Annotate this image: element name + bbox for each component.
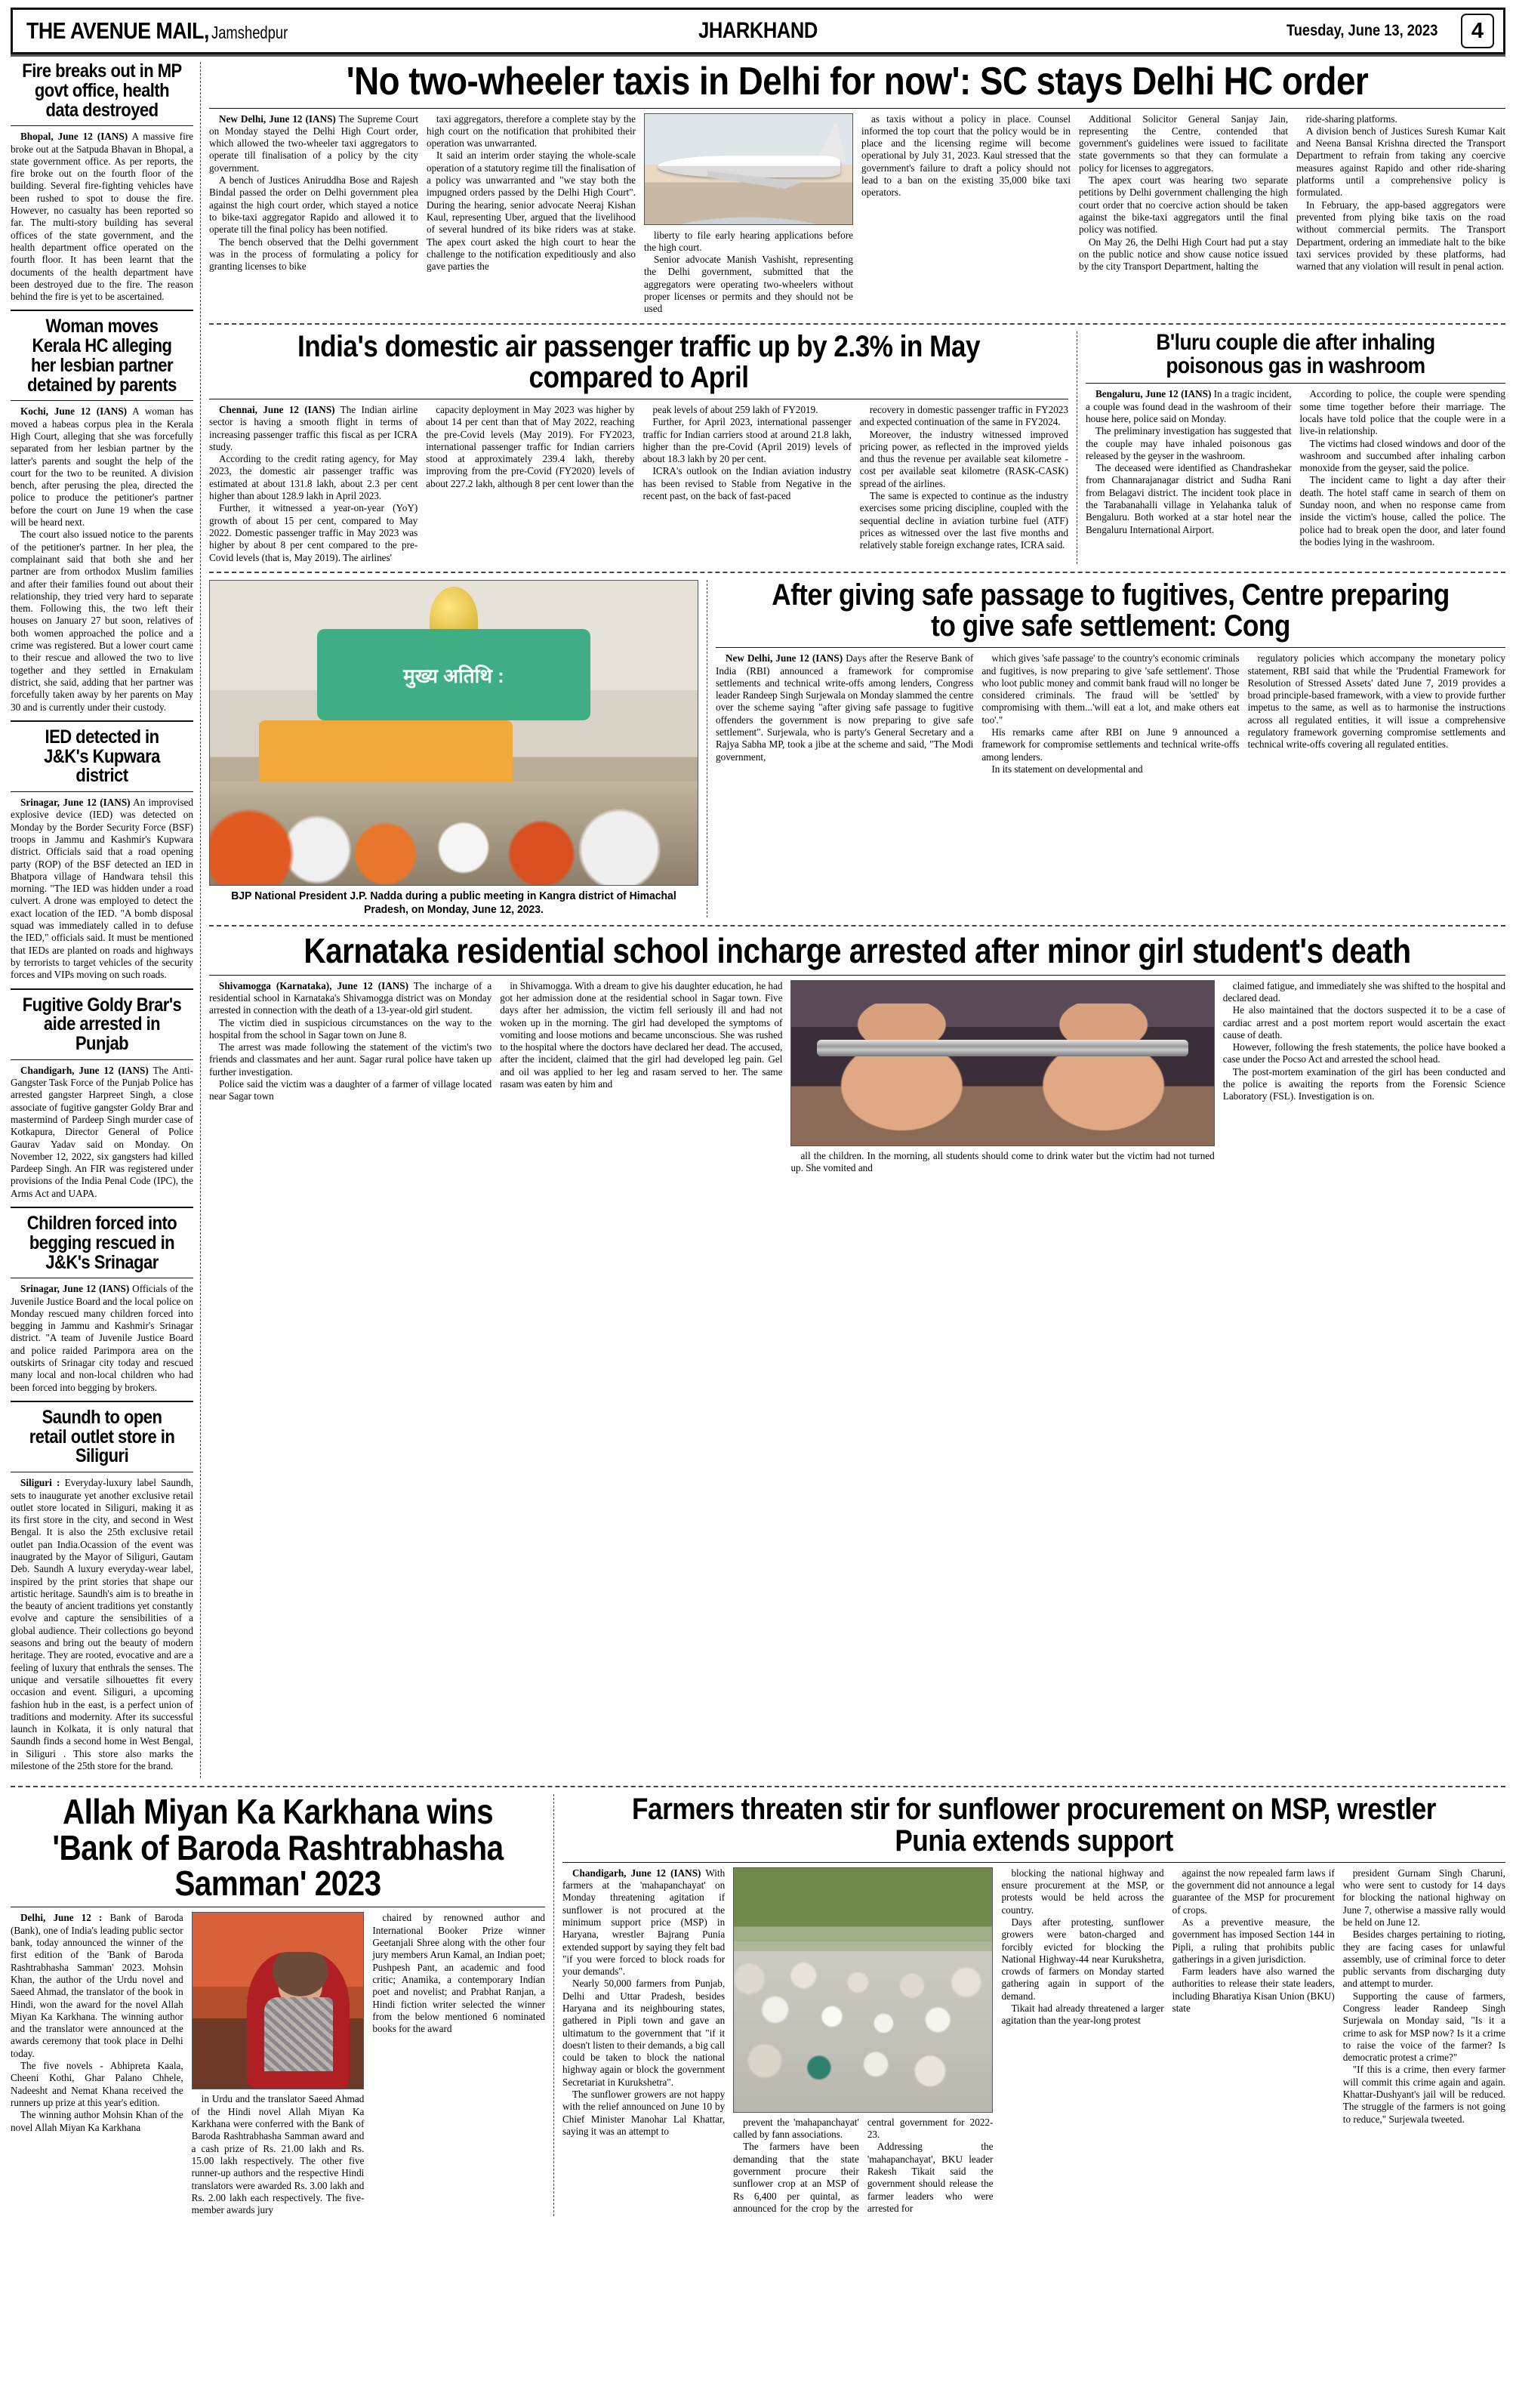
- paragraph: blocking the national highway and ensure procurement at the MSP, or protests would be held across the country.: [1001, 1867, 1164, 1916]
- paragraph: The five novels - Abhipreta Kaala, Cheeni Kothi, Ghar Palano Chhele, Nadeesht and Nemat Khana received the runners up prize at this year's edition.: [11, 2060, 183, 2108]
- paragraph: Additional Solicitor General Sanjay Jain, representing the Centre, contended that government's guidelines were issued to facilitate state governments so that they can formulate a policy for licenses to aggregators.: [1079, 113, 1288, 174]
- dateline: Chandigarh, June 12 (IANS): [572, 1867, 701, 1879]
- photo-supreme-court: [644, 113, 853, 225]
- paragraph: "If this is a crime, then every farmer will commit this crime again and again. Khattar-Dushyant's jail will be reduced. The struggle of the farmers is not going to reduce," Surjewala tweeted.: [1342, 2064, 1505, 2125]
- column-3: [1248, 652, 1505, 775]
- paragraph: recovery in domestic passenger traffic in FY2023 and expected continuation of the same in FY2024.: [859, 404, 1068, 428]
- body-saundh: [11, 1477, 193, 1772]
- dateline: Delhi, June 12 :: [20, 1912, 103, 1924]
- article-air-traffic: [209, 331, 1077, 564]
- body-begging-srinagar: [11, 1283, 193, 1394]
- paragraph: The incharge of a residential school in Karnataka's Shivamogga district was on Monday arrested in connection with the death of a 13-year-old girl student.: [209, 979, 492, 1016]
- allah-miyan-columns: [11, 1912, 545, 2216]
- paragraph: The arrest was made following the statement of the victim's two friends and classmates and her aunt. Sagar rural police have taken up further investigation.: [209, 1041, 492, 1078]
- column-2-text: [192, 2093, 365, 2216]
- paragraph: ride-sharing platforms.: [1306, 113, 1397, 125]
- paragraph: president Gurnam Singh Charuni, who were sent to custody for 14 days for blocking the national highway on June 7, otherwise a massive rally would be held on June 12.: [1342, 1867, 1505, 1928]
- paragraph: Further, it witnessed a year-on-year (YoY) growth of about 15 per cent, compared to May 2022. Domestic passenger traffic in May 2023 was higher by about 8 per cent compared to the pre-Covid levels (that is, May 2019). The airlines': [209, 502, 418, 563]
- crowd-detail: [210, 782, 698, 885]
- paragraph: A woman has moved a habeas corpus plea in the Kerala High Court, alleging that she was forcefully separated from her lesbian partner by the latter's parents and sought the help of the court for the two to be reunited. A division bench, after perusing the plea, directed the police to produce the petitioner's partner before the court on June 19 when the case will be heard next.: [11, 405, 193, 529]
- column-1: [716, 652, 973, 775]
- photo-award-ceremony: [192, 1912, 365, 2089]
- page-number: 4: [1461, 14, 1494, 48]
- two-wheeler-columns: [209, 113, 1505, 316]
- column-2: [733, 1867, 993, 2215]
- paragraph: Bank of Baroda (Bank), one of India's leading public sector bank, today announced the winner of the first edition of the 'Bank of Baroda Rashtrabhasha Samman' 2023. Mohsin Khan, the author of the Urdu novel and Saeed Ahmad, the translator of the book in Hindi, won the award for the novel Allah Miyan Ka Karkhana. The winning author and the translator were announced at the awards ceremony that took place in Delhi today.: [11, 1912, 183, 2059]
- paragraph: The winning author Mohsin Khan of the novel Allah Miyan Ka Karkhana: [11, 2109, 183, 2133]
- paragraph: The preliminary investigation has suggested that the couple may have inhaled poisonous gas released by the geyser in the washroom.: [1086, 425, 1292, 461]
- paragraph: In its statement on developmental and: [991, 763, 1143, 775]
- paragraph: The incident came to light a day after their death. The hotel staff came in search of them on Sunday noon, and when no response came from inside the victim's house, called the police. The police had to break open the door, and later found the bodies lying in the washroom.: [1299, 474, 1505, 547]
- body-ied-jk: [11, 797, 193, 981]
- paragraph: in Shivamogga. With a dream to give his daughter education, he had got her admission done at the residential school in Sagar town. Five days after her admission, the victim fell seriously ill and had not woken up in the morning. The girl had developed the symptoms of vomiting and loose motions and became unconscious. She was rushed to the hospital where the doctors have declared her dead. The accused, after the incident, claimed that the girl had developed leg pain. Gel and oil was applied to her leg and rasam served to her. The same rasam was eaten by him and: [500, 979, 783, 1090]
- article-fire-mp: [11, 62, 193, 303]
- divider: [209, 925, 1505, 927]
- divider: [11, 1786, 1505, 1787]
- paragraph: Supporting the cause of farmers, Congress leader Randeep Singh Surjewala on Monday said, "Is it a crime to ask for MSP now? Is it a crime to raise the voice of the farmer? Is democratic protest a crime?": [1342, 1990, 1505, 2064]
- article-goldy-brar: [11, 996, 193, 1201]
- article-farmers-msp: [562, 1794, 1505, 2216]
- newspaper-city: Jamshedpur: [211, 23, 288, 42]
- photo-detail: [809, 1004, 1197, 1135]
- divider: [209, 323, 1505, 325]
- masthead-meta: [1275, 14, 1497, 48]
- column-4: [861, 113, 1071, 316]
- column-3: [372, 1912, 545, 2216]
- photo-farmers-protest: [733, 1867, 993, 2113]
- paragraph: capacity deployment in May 2023 was higher by about 14 per cent than that of May 2022, reaching the pre-Covid levels (May 2019). For FY2023, international passenger traffic for Indian carriers stood at approximately 239.4 lakh, thereby improving from the pre-Covid (FY2020) levels of about 227.2 lakh, although 8 per cent lower than the: [426, 404, 635, 489]
- headline-fire-mp: Fire breaks out in MP govt office, health data destroyed: [22, 60, 182, 121]
- paragraph: On May 26, the Delhi High Court had put a stay on the public notice and show cause notice issued by the city Transport Department, halting the: [1079, 236, 1288, 273]
- column-4: [860, 404, 1068, 564]
- dateline: Bhopal, June 12 (IANS): [20, 131, 128, 143]
- paragraph: all the children. In the morning, all students should come to drink water but the victim had not turned up. She vomited and: [790, 1149, 1215, 1173]
- dateline: Siliguri :: [20, 1477, 60, 1489]
- article-two-wheeler: [209, 62, 1505, 316]
- row-air-bluru: [209, 331, 1505, 564]
- column-3: [790, 980, 1214, 1175]
- paragraph: Besides charges pertaining to rioting, they are facing cases for unlawful assembly, use of criminal force to deter public servants from discharging duty and attempt to murder.: [1342, 1929, 1505, 1990]
- divider: [11, 310, 193, 311]
- article-saundh: [11, 1408, 193, 1772]
- column-1: [209, 980, 491, 1175]
- column-4: [1172, 1867, 1335, 2215]
- dateline: Bengaluru, June 12 (IANS): [1095, 388, 1212, 400]
- paragraph: Addressing the 'mahapanchayat', BKU leader Rakesh Tikait said the government should release the farmer leaders who were arrested for: [867, 2141, 994, 2214]
- paragraph: According to the credit rating agency, for May 2023, the domestic air passenger traffic was estimated at about 131.8 lakh, about 2.3 per cent higher than about 128.9 lakh in April 2023.: [209, 453, 418, 502]
- karnataka-columns: [209, 980, 1505, 1175]
- paragraph: Further, for April 2023, international passenger traffic for Indian carriers stood at around 21.8 lakh, higher than the pre-Covid (April 2019) levels of about 18.3 lakh by 20 per cent.: [642, 416, 852, 465]
- banner-text: मुख्य अतिथि :: [317, 629, 590, 720]
- column-1: [562, 1867, 725, 2215]
- paragraph: The sunflower growers are not happy with the relief announced on June 10 by Chief Minister Manohar Lal Khattar, saying it was an attempt to: [562, 2089, 726, 2137]
- dateline: Chandigarh, June 12 (IANS): [20, 1064, 149, 1076]
- column-2: [427, 113, 636, 316]
- paragraph: Days after the Reserve Bank of India (RBI) announced a framework for compromise settlements and technical write-offs among lenders, Congress leader Randeep Singh Surjewala on Monday slammed the centre over the scheme saying "after giving safe passage to fugitive offenders the government is now preparing to give safe settlement". Surjewala, who is party's General Secretary and a Rajya Sabha MP, took a jibe at the scheme and said, "The Modi government,: [716, 652, 974, 763]
- paragraph: as taxis without a policy in place. Counsel informed the top court that the policy would be in place and the licensing regime will become operational by July 31, 2023. Kaul stressed that the government's failure to draft a policy should not lead to a ban on the existing 35,000 bike taxi operators.: [861, 113, 1071, 199]
- headline-goldy-brar: Fugitive Goldy Brar's aide arrested in Punjab: [22, 994, 182, 1055]
- paragraph: The deceased were identified as Chandrashekar from Channarajanagar district and Sudha Rani from Belagavi district. The incident took place in the Tarabanahalli village in Yelahanka taluk of Bengaluru. Both worked at a star hotel near the Bengaluru International Airport.: [1086, 462, 1292, 535]
- paragraph: However, following the fresh statements, the police have booked a case under the Pocso Act and arrested the school head.: [1222, 1041, 1505, 1065]
- divider: [11, 125, 193, 126]
- paragraph: ICRA's outlook on the Indian aviation industry has been revised to Stable from Negative in the recent past, on the back of fast-paced: [642, 465, 852, 502]
- air-traffic-columns: [209, 404, 1068, 564]
- column-1: [209, 113, 418, 316]
- paragraph: A division bench of Justices Suresh Kumar Kait and Neena Bansal Krishna directed the Transport Department to refrain from taking any coercive measures against Rapido and other ride-sharing platforms until a comprehensive policy is formulated.: [1296, 125, 1505, 199]
- article-bluru-gas: [1086, 331, 1505, 564]
- column-6: [1296, 113, 1505, 316]
- article-begging-srinagar: [11, 1214, 193, 1394]
- photo-detail: [264, 1997, 333, 2071]
- paragraph: Nearly 50,000 farmers from Punjab, Delhi and Uttar Pradesh, besides Haryana and its neighbouring states, gathered in Pipli town and gave an ultimatum to the government that "if it doesn't listen to their demands, a big call could be taken to block the national highway again or block the government Secretariat in Kurukshetra".: [562, 1978, 726, 2088]
- column-5: [1343, 1867, 1505, 2215]
- dateline: Srinagar, June 12 (IANS): [20, 797, 131, 809]
- divider: [209, 572, 1505, 573]
- safe-passage-columns: [716, 652, 1505, 775]
- column-3: [644, 113, 853, 316]
- article-kerala-hc: [11, 317, 193, 713]
- dateline: Kochi, June 12 (IANS): [20, 405, 128, 418]
- column-2: [981, 652, 1239, 775]
- paragraph: The victim died in suspicious circumstances on the way to the hospital from the school in Sagar town on June 8.: [209, 1016, 492, 1041]
- article-karnataka-school: [209, 933, 1505, 1174]
- photo-nadda-meeting: [209, 580, 698, 886]
- photo-detail: [817, 1040, 1188, 1056]
- column-2: [426, 404, 634, 564]
- paragraph: liberty to file early hearing applications before the high court.: [644, 229, 853, 253]
- column-3: [1001, 1867, 1163, 2215]
- paragraph: Days after protesting, sunflower growers were baton-charged and forcibly evicted for blocking the National Highway-44 near Kurukshetra, crowds of farmers on Monday started gathering again in support of the demand.: [1001, 1916, 1164, 2002]
- body-goldy-brar: [11, 1065, 193, 1200]
- body-fire-mp: [11, 131, 193, 303]
- column-3-text: [644, 230, 853, 316]
- headline-begging-srinagar: Children forced into begging rescued in J&K's Srinagar: [26, 1213, 177, 1273]
- paragraph: The bench observed that the Delhi government was in the process of formulating a policy for granting licenses to bike: [209, 236, 418, 273]
- divider: [11, 988, 193, 990]
- paragraph: against the now repealed farm laws if the government did not announce a legal guarantee of the MSP for procurement of crops.: [1172, 1867, 1335, 1916]
- column-2: [192, 1912, 365, 2216]
- paragraph: Everyday-luxury label Saundh, sets to inaugurate yet another exclusive retail outlet store located in Siliguri, making it as its first store in the city, and second in West Bengal. It is also the 25th exclusive retail outlet pan India.Ocassion of the event was inaugrated by the Mayor of Siliguri, Gautam Deb. Saundh A luxury everyday-wear label, inspired by the print stories that shape our artistic heritage. Saundh's aim is to breathe in the beauty of ancient traditions yet constantly evolve and capture the sensibilities of a global audience. Their collections go beyond seasons and bring out the beauty of modern heritage. They are rooted, evocative and are a feeling of luxury that enthrals the senses. The unique and versatile silhouettes fit every occasion and event. Siliguri, a upcoming fashion hub in the east, is a perfect union of traditions and modernity. After its successful launch in Kolkata, it is only natural that Saundh finds a second home in West Bengal, in Siliguri . This store also marks the milestone of the 25th store for the brand.: [11, 1477, 194, 1772]
- paragraph: A bench of Justices Aniruddha Bose and Rajesh Bindal passed the order on Delhi government plea against the high court order, which stayed a notice to bike-taxi aggregator Rapido and allowed it to operate till the final policy has been notified.: [209, 174, 418, 236]
- paragraph: With farmers at the 'mahapanchayat' on Monday threatening agitation if sunflower is not procured at the minimum support price (MSP) in Haryana, wrestler Bajrang Punia extended support by saying they felt bad "if you were forced to block roads for your demands".: [562, 1867, 726, 1978]
- paragraph: chaired by renowned author and International Booker Prize winner Geetanjali Shree along with the other four jury members Arun Kamal, an Indian poet; Pushpesh Pant, an academic and food critic; Anamika, a contemporary Indian poet and novelist; and Prabhat Ranjan, a Hindi fiction writer selected the winner from the below mentioned 6 nominated books for the award: [372, 1912, 546, 2035]
- divider: [209, 108, 1505, 109]
- paragraph: in Urdu and the translator Saeed Ahmad of the Hindi novel Allah Miyan Ka Karkhana were conferred with the Bank of Baroda Rashtrabhasha Samman award and a cash prize of Rs. 21.00 lakh and Rs. 15.00 lakh respectively. The other five runner-up authors and the respective Hindi translators were awarded Rs. 3.00 lakh and Rs. 2.00 lakh each respectively. The five-member awards jury: [191, 2093, 365, 2216]
- paragraph: The victims had closed windows and door of the washroom and succumbed after inhaling carbon monoxide from the geyser, said the police.: [1299, 437, 1505, 474]
- paragraph: taxi aggregators, therefore a complete stay by the high court on the notification that prohibited their operation was unwarranted.: [427, 113, 636, 150]
- divider: [716, 647, 1505, 648]
- photo-block-nadda: [209, 580, 707, 917]
- paragraph: regulatory policies which accompany the monetary policy statement, RBI said that while the 'Prudential Framework for Resolution of Stressed Assets' dated June 7, 2019 provides a broad principle-based framework, with a view to provide further impetus to the same, as well as to harmonise the instructions across all regulated entities, it will issue a comprehensive regulatory framework governing compromise settlements and technical write-offs covering all regulated entities.: [1247, 652, 1505, 751]
- column-2: [500, 980, 782, 1175]
- paragraph: The same is expected to continue as the industry exercises some pricing discipline, coupled with the sequential decline in aviation turbine fuel (ATF) prices as witnessed over the last five months and relatively stable foreign exchange rates, ICRA said.: [859, 490, 1068, 551]
- paragraph: He also maintained that the doctors suspected it to be a case of cardiac arrest and a post mortem report would ascertain the exact cause of death.: [1222, 1004, 1505, 1041]
- paragraph: Police said the victim was a daughter of a farmer of village located near Sagar town: [209, 1078, 492, 1102]
- dateline: New Delhi, June 12 (IANS): [726, 652, 843, 664]
- divider: [11, 791, 193, 792]
- column-1: [209, 404, 418, 564]
- column-2-text: [733, 2117, 993, 2215]
- paragraph: claimed fatigue, and immediately she was shifted to the hospital and declared dead.: [1222, 979, 1505, 1004]
- masthead-brand: [19, 17, 307, 45]
- newspaper-page: [11, 8, 1505, 2394]
- dateline: New Delhi, June 12 (IANS): [219, 113, 336, 125]
- divider: [11, 1207, 193, 1208]
- headline-farmers-msp: Farmers threaten stir for sunflower procurement on MSP, wrestler Punia extends support: [632, 1793, 1436, 1858]
- headline-kerala-hc: Woman moves Kerala HC alleging her lesbian partner detained by parents: [27, 316, 177, 396]
- article-safe-passage: [716, 580, 1505, 917]
- paragraph: According to police, the couple were spending some time together before their marriage. The locals have told police that the couple were in a live-in relationship.: [1299, 388, 1505, 437]
- newspaper-title: THE AVENUE MAIL,: [26, 17, 209, 44]
- divider: [209, 975, 1505, 976]
- row-nadda-congress: [209, 580, 1505, 917]
- dateline: Shivamogga (Karnataka), June 12 (IANS): [219, 979, 409, 991]
- paragraph: prevent the 'mahapanchayat' called by fann associations.: [733, 2116, 859, 2141]
- article-allah-miyan: [11, 1794, 554, 2216]
- paragraph: The apex court was hearing two separate petitions by Delhi government challenging the high court order that no coercive action should be taken against the bike-taxi aggregators until the final policy was notified.: [1079, 174, 1288, 236]
- paragraph: As a preventive measure, the government has imposed Section 144 in Pipli, a ruling that prohibits public gatherings in a given jurisdiction.: [1172, 1916, 1335, 1965]
- photo-caption-nadda: BJP National President J.P. Nadda during a public meeting in Kangra district of Himachal Pradesh, on Monday, June 12, 2023.: [231, 889, 676, 916]
- paragraph: The Indian airline sector is having a smooth flight in terms of increasing passenger traffic this fiscal as per ICRA study.: [209, 404, 418, 452]
- paragraph: The court also issued notice to the parents of the petitioner's partner. In her plea, the complainant said that both she and her partner are from orthodox Muslim families and after their families found out about their relationship, they tried very hard to separate them. Following this, the two left their houses on January 27 but soon, relatives of both women approached the police and a crime was registered. But a lower court came to their rescue and allowed the two to live together and they settled in Ernakulam district, she said, adding that her partner was forcefully taken away by her parents on May 30 and is currently under their custody.: [11, 529, 193, 713]
- column-3: [643, 404, 852, 564]
- paragraph: Tikait had already threatened a larger agitation than the year-long protest: [1001, 2002, 1164, 2027]
- paragraph: The Anti-Gangster Task Force of the Punjab Police has arrested gangster Harpreet Singh, a close associate of fugitive gangster Goldy Brar and mastermind of Pardeep Singh murder case of Kotkapura, Director General of Police Gaurav Yadav said on Monday. On November 12, 2022, six gangsters had killed Pardeep Singh. An FIR was registered under provisions of the India Penal Code (IPC), the Arms Act and UAPA.: [11, 1064, 193, 1199]
- divider: [11, 400, 193, 401]
- headline-two-wheeler: 'No two-wheeler taxis in Delhi for now': SC stays Delhi HC order: [346, 60, 1369, 103]
- headline-saundh: Saundh to open retail outlet store in Siliguri: [29, 1406, 175, 1467]
- headline-ied-jk: IED detected in J&K's Kupwara district: [44, 726, 160, 787]
- paragraph: A massive fire broke out at the Satpuda Bhavan in Bhopal, a state government office. As per reports, the fire broke out on the fourth floor of the building. Several fire-fighting vehicles have been rushed to spot to douse the fire. However, no casualty has been reported so far. The multi-story building has several offices of the state government, and the health department office operated on the fourth floor. It has been learnt that the documents of the health department have been destroyed due to the fire. The reason behind the fire is yet to be ascertained.: [11, 131, 193, 303]
- main-area: [201, 62, 1505, 1778]
- left-rail: [11, 62, 201, 1778]
- paragraph: peak levels of about 259 lakh of FY2019.: [652, 404, 818, 415]
- dateline: Chennai, June 12 (IANS): [219, 404, 335, 415]
- paragraph: Farm leaders have also warned the authorities to release their state leaders, including Bharatiya Kisan Union (BKU) state: [1172, 1966, 1335, 2014]
- column-5: [1079, 113, 1288, 316]
- divider: [11, 720, 193, 722]
- headline-bluru-gas: B'luru couple die after inhaling poisonous gas in washroom: [1156, 329, 1435, 378]
- paragraph: The post-mortem examination of the girl has been conducted and the police is awaiting the reports from the Forensic Science Laboratory (FSL). Investigation is on.: [1222, 1065, 1505, 1102]
- paragraph: His remarks came after RBI on June 9 announced a framework for compromise settlements and technical write-offs among lenders.: [981, 726, 1240, 763]
- paragraph: The Supreme Court on Monday stayed the Delhi High Court order, which allowed the two-wheeler taxi aggregators to operate till finalisation of a policy by the city government.: [209, 113, 419, 174]
- divider: [11, 1401, 193, 1402]
- paragraph: In February, the app-based aggregators were prevented from plying bike taxis on the road without commercial permits. The Transport Department, ordering an immediate halt to the bike taxi services provided by these platforms, had warned that any violation will result in penal action.: [1296, 199, 1505, 273]
- paragraph: An improvised explosive device (IED) was detected on Monday by the Border Security Force (BSF) troops in Jammu and Kashmir's Kupwara district. Officials said that a road opening party (ROP) of the BSF detected an IED in Bhatpora village of Handwara tehsil this morning. "The IED was hidden under a road culvert. A drone was employed to detect the exact location of the IED. "A bomb disposal squad was immediately called in to defuse the IED," officials said. It must be mentioned that IEDs are planted on roads and highways by terrorists to target vehicles of the security forces and VIPs moving on such roads.: [11, 797, 193, 981]
- column-3-text: [790, 1150, 1214, 1175]
- headline-safe-passage: After giving safe passage to fugitives, Centre preparing to give safe settlement: Cong: [772, 578, 1450, 643]
- body-bluru-gas: [1086, 388, 1505, 548]
- column-1: [11, 1912, 183, 2216]
- headline-karnataka-school: Karnataka residential school incharge arrested after minor girl student's death: [304, 931, 1411, 971]
- divider: [11, 1059, 193, 1060]
- publication-date: Tuesday, June 13, 2023: [1286, 22, 1438, 39]
- farmers-columns: [562, 1867, 1505, 2215]
- paragraph: The farmers have been demanding that the state government procure their sunflower crop at an MSP of Rs 6,400 per quintal, as announced for the crop by the central government for 2022-23.: [733, 2116, 994, 2214]
- headline-allah-miyan: Allah Miyan Ka Karkhana wins 'Bank of Baroda Rashtrabhasha Samman' 2023: [52, 1792, 504, 1904]
- article-ied-jk: [11, 728, 193, 982]
- dateline: Srinagar, June 12 (IANS): [20, 1283, 130, 1295]
- column-4: [1223, 980, 1505, 1175]
- section-name: JHARKHAND: [698, 18, 818, 43]
- page-body: [11, 62, 1505, 1778]
- divider: [562, 1862, 1505, 1863]
- paragraph: Moreover, the industry witnessed improved pricing power, as reflected in the improved yields and thus the revenue per available seat kilometre - cost per available seat kilometre (RASK-CASK) spread of the airlines.: [859, 428, 1068, 489]
- divider: [1086, 383, 1505, 384]
- paragraph: It said an interim order staying the whole-scale operation of a statutory regime till the finalisation of a policy was unwarranted and "we stay both the impugned orders passed by the Delhi High Court". During the hearing, senior advocate Neeraj Kishan Kaul, representing Uber, argued that the livelihood of several hundred of its bike riders was at stake. The apex court asked the high court to hear the challenge to the notification expeditiously and also gave parties the: [427, 150, 636, 273]
- masthead: [11, 8, 1505, 54]
- bottom-row: [11, 1794, 1505, 2216]
- paragraph: In a tragic incident, a couple was found dead in the washroom of their house here, police said on Monday.: [1086, 388, 1292, 424]
- photo-handcuffs: [790, 980, 1214, 1146]
- photo-detail: [658, 156, 840, 177]
- body-kerala-hc: [11, 405, 193, 713]
- paragraph: which gives 'safe passage' to the country's economic criminals and fugitives, is now preparing to give 'safe settlement'. Those who loot public money and commit bank fraud will no longer be considered criminals. The fraud will be 'settled' by compromising with them...'will eat a lot, and make others eat too'.": [981, 652, 1240, 726]
- photo-detail: [734, 1941, 992, 2112]
- paragraph: Senior advocate Manish Vashisht, representing the Delhi government, submitted that the aggregators were operating two-wheelers without proper licenses or permits and they should not be used: [644, 254, 853, 315]
- paragraph: Officials of the Juvenile Justice Board and the local police on Monday rescued many children forced into begging in Jammu and Kashmir's Srinagar district. "A team of Juvenile Justice Board and police raided Parimpora area on the outskirts of Srinagar city today and rescued many local and non-local children who had been forced into begging by brokers.: [11, 1283, 193, 1393]
- headline-air-traffic: India's domestic air passenger traffic up by 2.3% in May compared to April: [297, 329, 981, 394]
